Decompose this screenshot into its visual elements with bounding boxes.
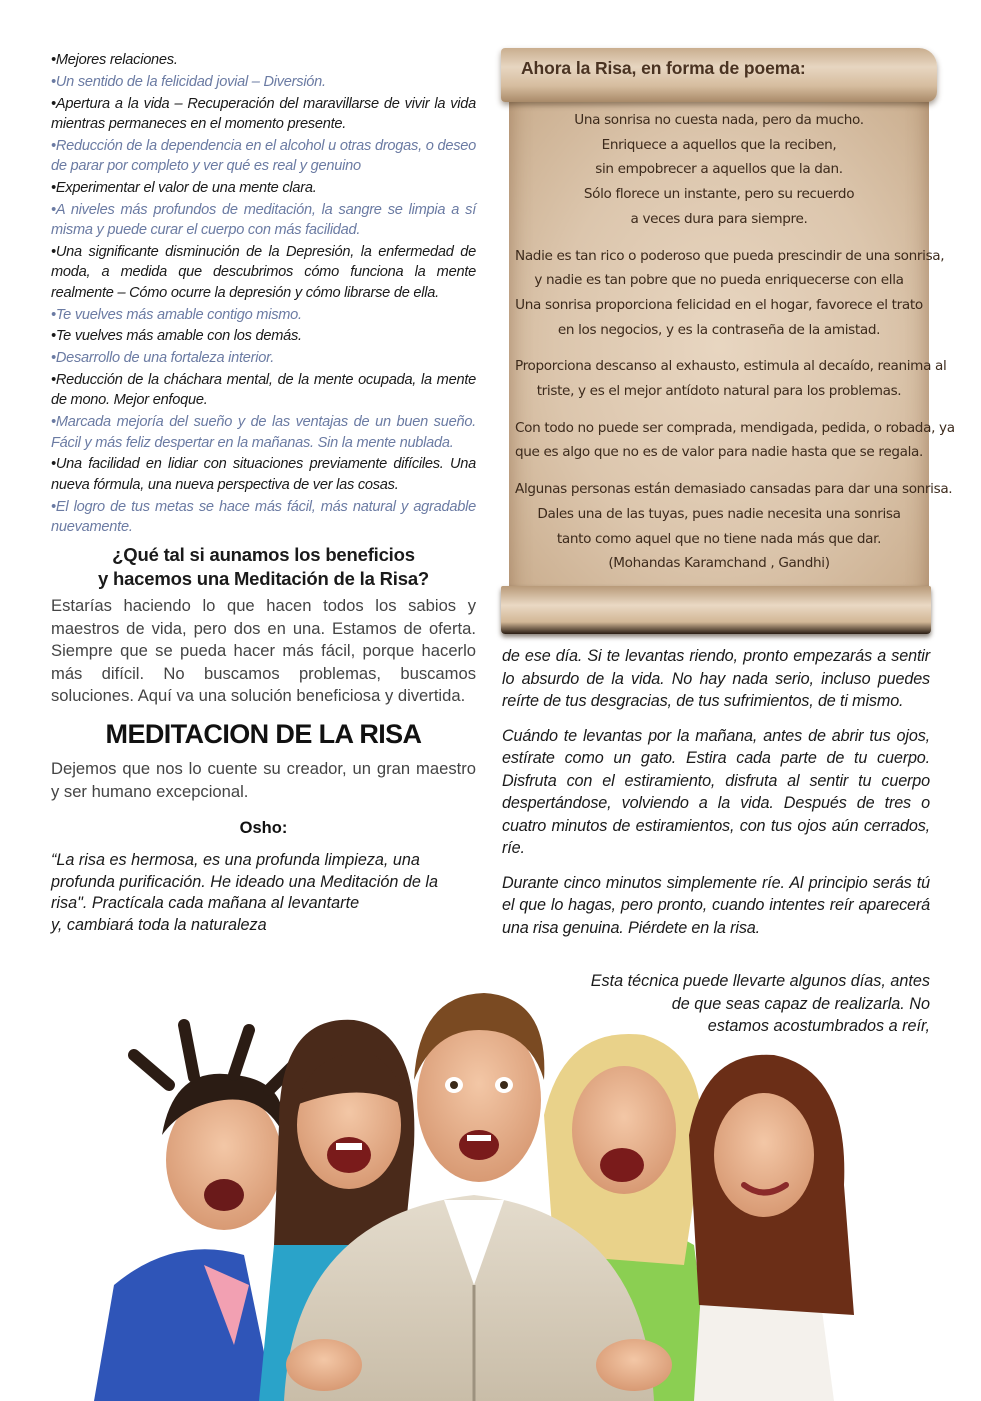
quote-paragraph xyxy=(51,850,476,936)
poem-line: Una sonrisa no cuesta nada, pero da mucho. xyxy=(574,112,864,128)
scroll-title: Ahora la Risa, en forma de poema: xyxy=(521,58,806,78)
poem-line: sin empobrecer a aquellos que la dan. xyxy=(595,161,843,178)
poem-line: Dales una de las tuyas, pues nadie necesita una sonrisa xyxy=(537,505,901,522)
poem-stanza xyxy=(515,244,945,343)
poem-line: a veces dura para siempre. xyxy=(630,210,808,227)
benefit-item: •Reducción de la dependencia en el alcohol u otras drogas, o deseo de parar por completo y ver qué es real y genuino xyxy=(51,137,476,175)
right-paragraph-4-line3: estamos acostumbrados a reír, xyxy=(707,1017,930,1035)
right-paragraph-3: Durante cinco minutos simplemente ríe. Al principio serás tú el que lo hagas, pero pronto, cuando intentes reír aparecerá una risa genuina. Piérdete en la risa. xyxy=(502,873,930,937)
poem-stanza xyxy=(515,477,953,576)
poem-line: Sólo florece un instante, pero su recuerdo xyxy=(583,186,855,203)
poem-line: Proporciona descanso al exhausto, estimula al decaído, reanima al xyxy=(515,358,947,375)
section-heading xyxy=(51,543,476,591)
benefit-item: •Experimentar el valor de una mente clara. xyxy=(51,180,317,196)
benefit-item: •A niveles más profundos de meditación, la sangre se limpia a sí misma y puede curar el cuerpo con más facilidad. xyxy=(51,201,476,239)
right-paragraph-4-line1: Esta técnica puede llevarte algunos días, antes xyxy=(590,972,930,990)
benefit-item: •Apertura a la vida – Recuperación del maravillarse de vivir la vida mientras permaneces en el momento presente. xyxy=(51,95,476,132)
poem-line: (Mohandas Karamchand , Gandhi) xyxy=(608,555,830,572)
laughing-people-photo xyxy=(74,985,874,1401)
author-label: Osho: xyxy=(239,819,288,838)
benefit-item: •Te vuelves más amable contigo mismo. xyxy=(51,306,302,323)
left-column xyxy=(51,50,476,936)
poem-line: Con todo no puede ser comprada, mendigada, pedida, o robada, ya xyxy=(515,419,955,436)
benefit-item: •Te vuelves más amable con los demás. xyxy=(51,328,302,345)
benefit-list xyxy=(51,50,476,537)
right-column xyxy=(502,645,930,951)
quote-line-2: y, cambiará toda la naturaleza xyxy=(51,915,267,934)
poem-line: y nadie es tan pobre que no pueda enriquecerse con ella xyxy=(534,272,904,289)
quote-line-1: “La risa es hermosa, es una profunda limpieza, una profunda purificación. He ideado una Meditación de la risa". Practícala cada mañana al levantarte xyxy=(51,851,438,913)
benefit-item: •Mejores relaciones. xyxy=(51,52,178,68)
section-heading-line1: ¿Qué tal si aunamos los beneficios xyxy=(112,544,415,566)
right-paragraph-1: de ese día. Si te levantas riendo, pronto empezarás a sentir lo absurdo de la vida. No hay nada serio, incluso puedes reírte de tus desgracias, de tus sufrimientos, de ti mismo. xyxy=(502,647,930,710)
poem-line: en los negocios, y es la contraseña de la amistad. xyxy=(557,321,881,338)
poem-line: Algunas personas están demasiado cansadas para dar una sonrisa. xyxy=(515,481,953,498)
poem-stanza xyxy=(515,108,923,232)
poem-stanza xyxy=(515,354,947,403)
benefit-item: •Reducción de la cháchara mental, de la mente ocupada, la mente de mono. Mejor enfoque. xyxy=(51,372,476,409)
poem-line: tanto como aquel que no tiene nada más que dar. xyxy=(556,530,882,547)
intro-paragraph: Estarías haciendo lo que hacen todos los sabios y maestros de vida, pero dos en una. Estamos de oferta. Siempre que se pueda hacer más fácil, porque hacerlo más difícil. No buscamos problemas, buscamos soluciones. Aquí va una solución beneficiosa y divertida. xyxy=(51,596,476,706)
poem-text xyxy=(515,108,955,588)
poem-line: Enriquece a aquellos que la reciben, xyxy=(601,136,837,153)
benefit-item: •Un sentido de la felicidad jovial – Diversión. xyxy=(51,73,326,90)
section-heading-line2: y hacemos una Meditación de la Risa? xyxy=(97,568,430,590)
benefit-item: •Marcada mejoría del sueño y de las ventajas de un buen sueño. Fácil y más feliz despertar en la mañanas. Sin la mente nublada. xyxy=(51,414,476,451)
poem-line: Nadie es tan rico o poderoso que pueda prescindir de una sonrisa, xyxy=(515,247,945,264)
article-title: MEDITACION DE LA RISA xyxy=(105,719,422,750)
right-paragraph-2: Cuándo te levantas por la mañana, antes de abrir tus ojos, estírate como un gato. Estira cada parte de tu cuerpo. Disfruta con el estiramiento, disfruta al sentir tu cuerpo despertándose, volviendo a la vida. Después de tres o cuatro minutos de estiramientos, con tus ojos aún cerrados, ríe. xyxy=(502,726,930,857)
benefit-item: •Una significante disminución de la Depresión, la enfermedad de moda, a medida que descubrimos cómo funciona la mente realmente – Cómo ocurre la depresión y cómo librarse de ella. xyxy=(51,244,476,301)
creator-intro: Dejemos que nos lo cuente su creador, un gran maestro y ser humano excepcional. xyxy=(51,759,476,801)
benefit-item: •Una facilidad en lidiar con situaciones previamente difíciles. Una nueva fórmula, una nueva perspectiva de ver las cosas. xyxy=(51,456,476,493)
poem-line: Una sonrisa proporciona felicidad en el hogar, favorece el trato xyxy=(515,296,923,313)
poem-line: que es algo que no es de valor para nadie hasta que se regala. xyxy=(515,444,923,461)
scroll-bottom-roll xyxy=(501,586,931,634)
benefit-item: •El logro de tus metas se hace más fácil, más natural y agradable nuevamente. xyxy=(51,498,476,536)
scroll-top-roll xyxy=(501,48,937,102)
poem-line: triste, y es el mejor antídoto natural para los problemas. xyxy=(536,383,902,400)
laughing-people-illustration xyxy=(74,985,874,1401)
poem-scroll xyxy=(501,48,955,638)
benefit-item: •Desarrollo de una fortaleza interior. xyxy=(51,350,275,367)
poem-stanza xyxy=(515,416,955,465)
right-paragraph-4-line2: de que seas capaz de realizarla. No xyxy=(671,994,930,1013)
person-right-woman xyxy=(689,1055,854,1401)
